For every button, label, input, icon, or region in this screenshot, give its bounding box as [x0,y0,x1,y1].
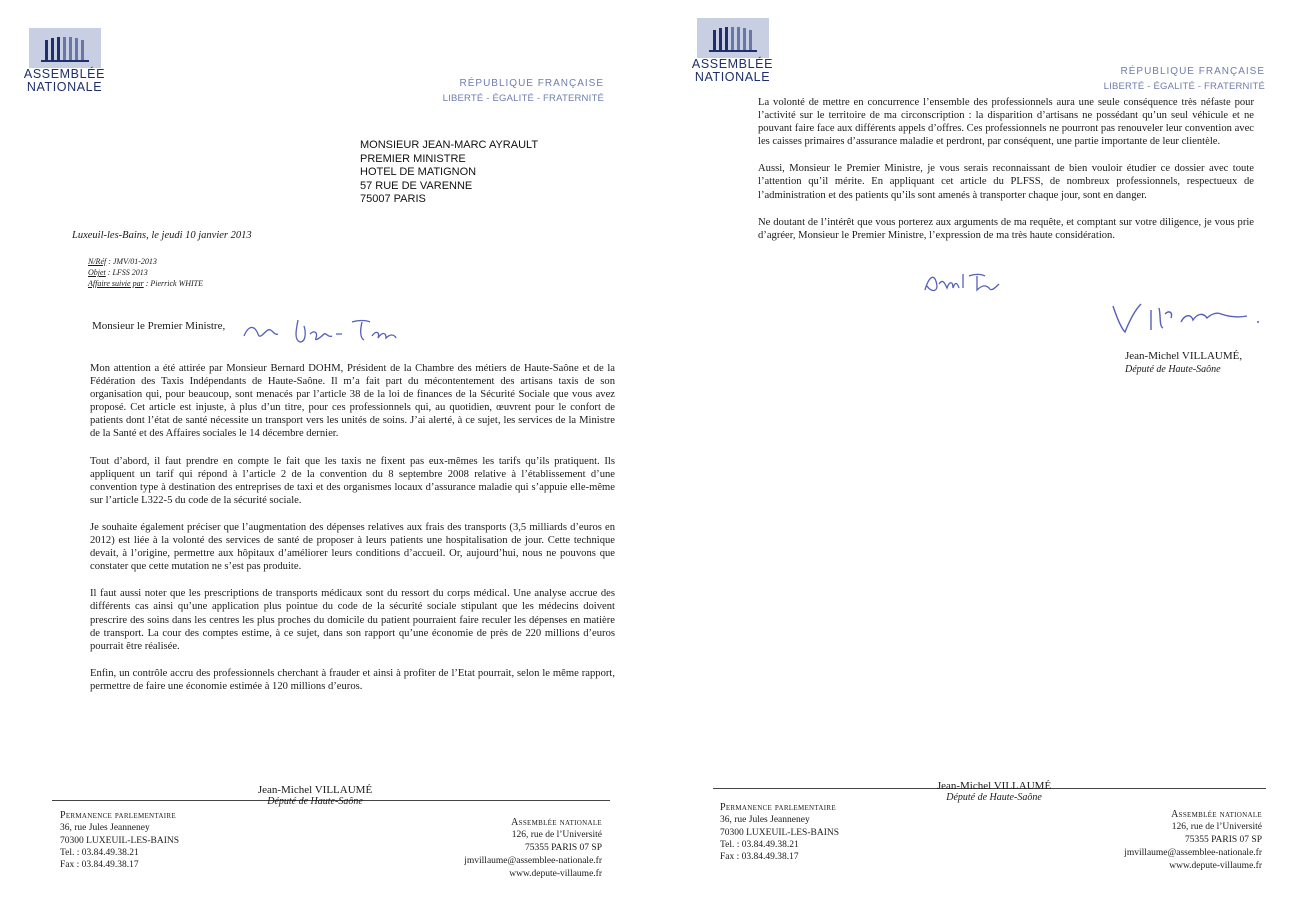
recipient-line: PREMIER MINISTRE [360,152,466,165]
permanence-line: Tel. : 03.84.49.38.21 [720,839,799,850]
body-paragraph: Aussi, Monsieur le Premier Ministre, je vous serais reconnaissant de bien vouloir étudier ce dossier avec toute l’attention qu’il mérite. En appliquant cet article du PLFSS, de nombreux professionnels, respectueux de l’administration et des patients qu’ils sont amenés à transporter chaque jour, sont en danger. [758,163,1254,201]
assemblee-line: 75355 PARIS 07 SP [525,843,602,853]
body-paragraph: Tout d’abord, il faut prendre en compte le fait que les taxis ne fixent pas eux-mêmes les tarifs qu’ils pratiquent. Ils appliquent un tarif qui répond à l’article 2 de la convention du 8 septembre 2008 relative à l’établissement d’une convention type à destination des entreprises de taxi et des organismes locaux d’assurance maladie qui s’appuie elle-même sur l’article L322-5 du code de la sécurité sociale. [90,455,615,506]
body-paragraph: Mon attention a été attirée par Monsieur Bernard DOHM, Président de la Chambre des métiers de Haute-Saône et de la Fédération des Taxis Indépendants de Haute-Saône. Il m’a fait part du mécontentement des artisans taxis de son organisation qui, pour beaucoup, sont menacés par l’article 38 de la loi de finances de la Sécurité Sociale que vous avez proposé. Cet article est injuste, à plus d’un titre, pour ces professionnels qui, au quotidien, œuvrent pour le confort de patients dont l’état de santé nécessite un transport vers les unités de soins. J’ai alerté, à ce sujet, les services de la Ministre de la Santé et des Affaires sociales le 14 décembre dernier. [90,363,615,440]
letter-body-page-1 [90,362,615,707]
hemicycle-icon [697,18,769,58]
assemblee-heading: Assemblée nationale [1171,809,1262,820]
logo-line-2: NATIONALE [26,80,103,94]
footer-assemblee [1124,808,1262,873]
objet-label: Objet [88,268,106,277]
handwritten-greeting [240,312,410,346]
affaire-value: : Pierrick WHITE [143,279,204,288]
footer-deputy-name: Jean-Michel VILLAUMÉ [257,784,373,796]
assemblee-email: jmvillaume@assemblee-nationale.fr [464,856,602,866]
letter-page-2 [647,0,1294,914]
logo-line-1: ASSEMBLÉE [691,57,774,71]
permanence-line: Tel. : 03.84.49.38.21 [60,847,139,858]
permanence-line: 36, rue Jules Jeanneney [60,823,150,834]
assemblee-website: www.depute-villaume.fr [1169,861,1262,871]
body-paragraph: Je souhaite également préciser que l’augmentation des dépenses relatives aux frais des transports (3,5 milliards d’euros en 2012) est liée à la volonté des services de santé de proposer à leurs patients une hospitalisation de jour. Cette technique devait, à l’origine, permettre aux hôpitaux d’améliorer leurs conditions d’accueil. Or, aujourd’hui, nous ne pouvons que constater que cette mutation ne s’est pas produite. [90,521,615,573]
permanence-heading: Permanence parlementaire [720,802,836,813]
recipient-line: MONSIEUR JEAN-MARC AYRAULT [360,139,539,151]
ref-label: N/Réf [88,257,107,266]
motto-label: LIBERTÉ - ÉGALITÉ - FRATERNITÉ [442,93,604,104]
hemicycle-icon [29,28,101,68]
republique-label: RÉPUBLIQUE FRANÇAISE [1120,66,1265,77]
signature-title: Député de Haute-Saône [1125,364,1221,375]
recipient-address [360,139,538,207]
letter-page-1 [0,0,640,914]
ref-value: : JMV/01-2013 [106,257,157,266]
permanence-line: 70300 LUXEUIL-LES-BAINS [60,835,180,846]
recipient-line: 75007 PARIS [360,193,426,205]
assemblee-line: 75355 PARIS 07 SP [1185,835,1262,845]
letter-footer [0,784,640,914]
motto-label: LIBERTÉ - ÉGALITÉ - FRATERNITÉ [1103,81,1265,92]
assemblee-logo [17,28,112,94]
letter-footer [647,774,1294,914]
assemblee-logo [685,18,780,84]
letter-references [88,256,203,289]
assemblee-line: 126, rue de l’Université [1171,822,1262,832]
footer-permanence [60,810,179,871]
letter-body-page-2 [758,96,1254,256]
salutation: Monsieur le Premier Ministre, [92,320,226,332]
assemblee-email: jmvillaume@assemblee-nationale.fr [1124,848,1262,858]
republique-heading [1079,64,1265,94]
body-paragraph: Il faut aussi noter que les prescriptions de transports médicaux sont du ressort du corps médical. Une analyse accrue des différents cas ainsi qu’une application plus pointue du code de la sécurité sociale stipulant que les médecins doivent prescrire des soins dans les centres les plus proches du domicile du patient pourraient faire reculer les dépenses en matière de transport. La cour des comptes estime, à ce sujet, dans son rapport qu’une économie de près de 220 millions d’euros pourrait être réalisée. [90,588,615,652]
republique-label: RÉPUBLIQUE FRANÇAISE [459,78,604,89]
permanence-line: Fax : 03.84.49.38.17 [720,852,799,863]
permanence-line: 70300 LUXEUIL-LES-BAINS [720,827,840,838]
permanence-line: 36, rue Jules Jeanneney [720,815,810,826]
logo-line-1: ASSEMBLÉE [23,67,106,81]
signature-block [1125,350,1242,376]
logo-line-2: NATIONALE [694,70,771,84]
body-paragraph: Enfin, un contrôle accru des professionnels cherchant à frauder et ainsi à profiter de l’Etat pourrait, selon le même rapport, permettre de faire une économie estimée à 120 millions d’euros. [90,667,615,692]
footer-deputy-title: Député de Haute-Saône [267,796,363,807]
footer-deputy-name: Jean-Michel VILLAUMÉ [936,780,1052,792]
handwritten-signature [1107,296,1277,338]
affaire-label: Affaire suivie par [88,279,144,288]
handwritten-amitie [919,266,1009,296]
footer-deputy [909,780,1079,804]
signature-name: Jean-Michel VILLAUMÉ, [1125,350,1243,362]
body-paragraph: La volonté de mettre en concurrence l’ensemble des professionnels aura une seule conséquence très néfaste pour l’activité sur le territoire de ma circonscription : la disparition d’artisans ne possédant qu’un seul véhicule et ne pouvant faire face aux différents appels d’offres. Ces professionnels ne pourront pas renouveler leur convention avec les caisses primaires d’assurance maladie et perdront, par conséquent, une partie importante de leur clientèle. [758,97,1254,148]
republique-heading [420,76,604,106]
objet-value: : LFSS 2013 [105,268,148,277]
permanence-line: Fax : 03.84.49.38.17 [60,860,139,871]
body-paragraph: Ne doutant de l’intérêt que vous porterez aux arguments de ma requête, et comptant sur votre diligence, je vous prie d’agréer, Monsieur le Premier Ministre, l’expression de ma très haute considération. [758,216,1254,241]
assemblee-heading: Assemblée nationale [511,817,602,828]
footer-assemblee [464,816,602,881]
assemblee-website: www.depute-villaume.fr [509,869,602,879]
permanence-heading: Permanence parlementaire [60,810,176,821]
footer-deputy-title: Député de Haute-Saône [946,792,1042,803]
assemblee-line: 126, rue de l’Université [511,830,602,840]
footer-deputy [230,784,400,808]
recipient-line: 57 RUE DE VARENNE [360,179,473,192]
footer-permanence [720,802,839,863]
letter-date: Luxeuil-les-Bains, le jeudi 10 janvier 2013 [72,230,252,241]
recipient-line: HOTEL DE MATIGNON [360,166,477,178]
